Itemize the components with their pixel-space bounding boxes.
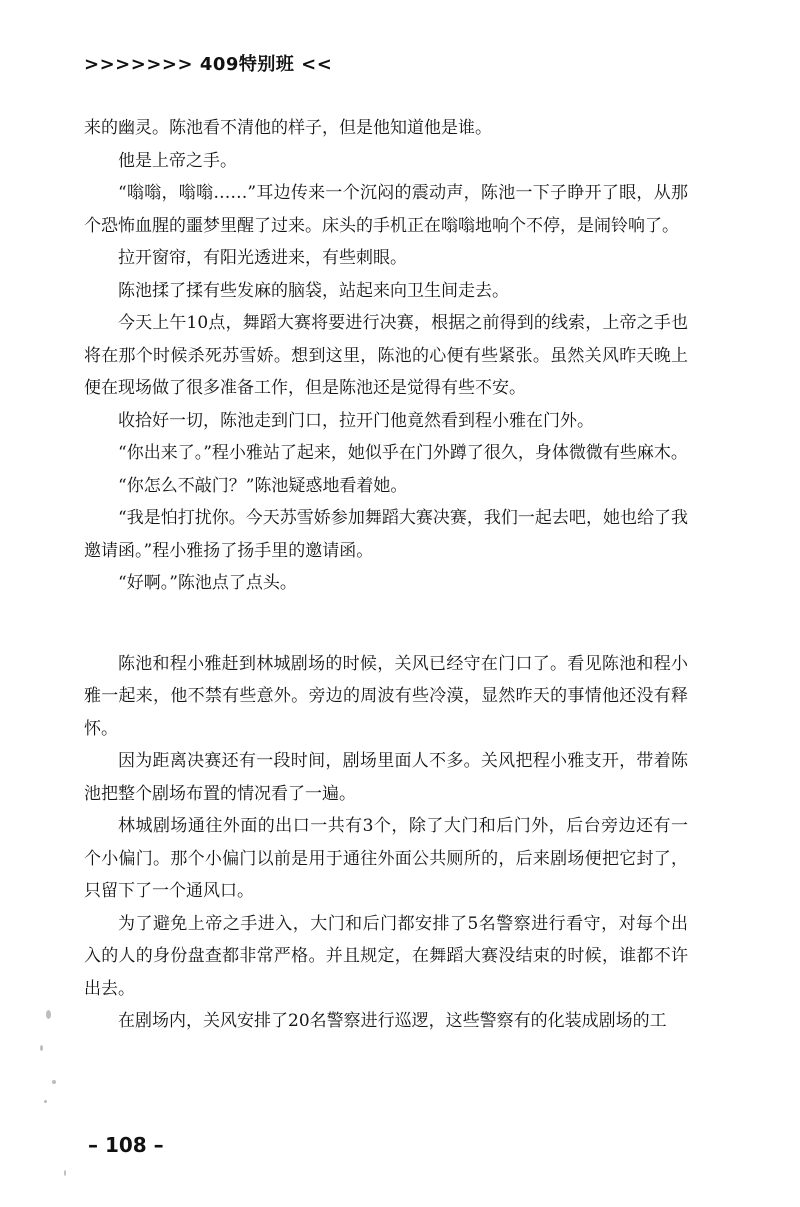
scan-speck <box>52 1080 56 1084</box>
paragraph: “你怎么不敲门？”陈池疑惑地看着她。 <box>118 475 408 496</box>
paragraph: 在剧场内，关风安排了20名警察进行巡逻，这些警察有的化装成剧场的工 <box>118 1011 667 1031</box>
paragraph: 为了避免上帝之手进入，大门和后门都安排了5名警察进行看守，对每个出入的人的身份盘查都非常严格。并且规定，在舞蹈大赛没结束的时候，谁都不许出去。 <box>84 913 688 999</box>
running-header: >>>>>>> 409特别班 << <box>84 54 333 75</box>
paragraph: 拉开窗帘，有阳光透进来，有些刺眼。 <box>118 248 407 268</box>
paragraph: 他是上帝之手。 <box>118 150 237 171</box>
paragraph: 陈池揉了揉有些发麻的脑袋，站起来向卫生间走去。 <box>118 280 509 301</box>
scan-speck <box>64 1170 66 1176</box>
paragraph: “嗡嗡，嗡嗡……”耳边传来一个沉闷的震动声，陈池一下子睁开了眼，从那个恐怖血腥的噩梦里醒了过来。床头的手机正在嗡嗡地响个不停，是闹铃响了。 <box>84 183 688 236</box>
paragraph: 来的幽灵。陈池看不清他的样子，但是他知道他是谁。 <box>84 118 492 138</box>
paragraph: “好啊。”陈池点了点头。 <box>118 573 297 593</box>
scan-speck <box>46 1010 51 1019</box>
scan-speck <box>44 1100 47 1103</box>
body-text <box>84 112 688 1038</box>
paragraph: 林城剧场通往外面的出口一共有3个，除了大门和后门外，后台旁边还有一个小偏门。那个小偏门以前是用于通往外面公共厕所的，后来剧场便把它封了，只留下了一个通风口。 <box>84 816 688 901</box>
section-break <box>84 600 688 648</box>
paragraph: “我是怕打扰你。今天苏雪娇参加舞蹈大赛决赛，我们一起去吧，她也给了我邀请函。”程小雅扬了扬手里的邀请函。 <box>84 508 688 561</box>
paragraph: “你出来了。”程小雅站了起来，她似乎在门外蹲了很久，身体微微有些麻木。 <box>118 443 688 463</box>
paragraph: 收拾好一切，陈池走到门口，拉开门他竟然看到程小雅在门外。 <box>118 410 594 431</box>
paragraph: 陈池和程小雅赶到林城剧场的时候，关风已经守在门口了。看见陈池和程小雅一起来，他不禁有些意外。旁边的周波有些冷漠，显然昨天的事情他还没有释怀。 <box>84 653 688 739</box>
paragraph: 因为距离决赛还有一段时间，剧场里面人不多。关风把程小雅支开，带着陈池把整个剧场布置的情况看了一遍。 <box>84 751 688 804</box>
scan-speck <box>40 1045 43 1051</box>
paragraph: 今天上午10点，舞蹈大赛将要进行决赛，根据之前得到的线索，上帝之手也将在那个时候杀死苏雪娇。想到这里，陈池的心便有些紧张。虽然关风昨天晚上便在现场做了很多准备工作，但是陈池还是觉得有些不安。 <box>84 313 688 398</box>
page-number: – 108 – <box>88 1133 164 1157</box>
